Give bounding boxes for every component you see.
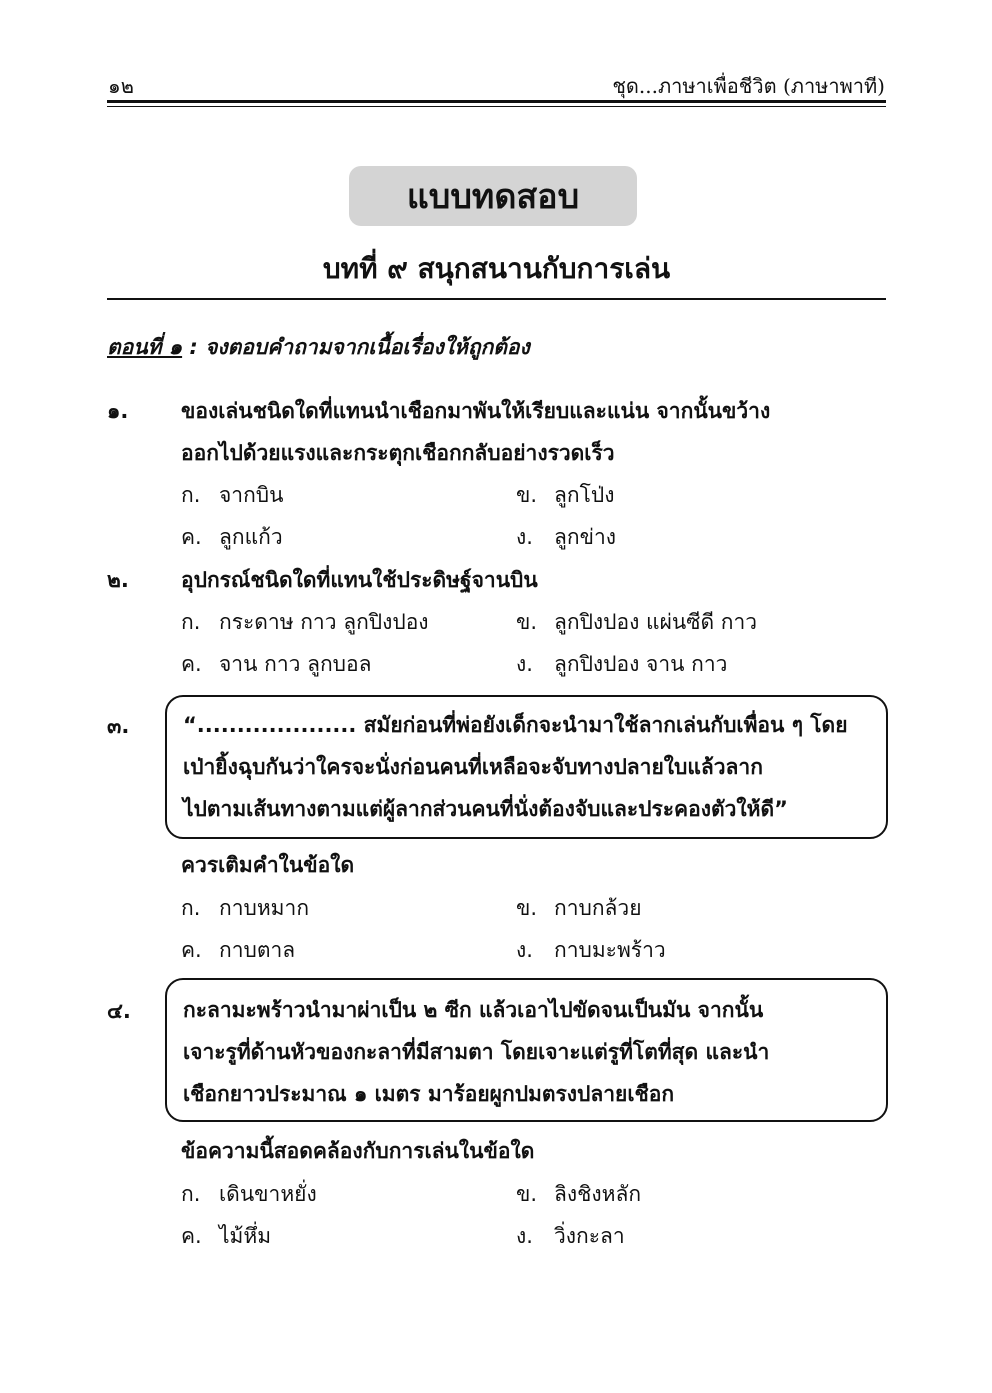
option-label: ข. [516,896,538,920]
option-text: กาบตาล [219,938,296,962]
question-1-option-d[interactable] [516,521,616,554]
option-label: ง. [516,525,533,549]
option-label: ค. [181,938,202,962]
question-1-number: ๑. [107,399,129,423]
question-3-quote-box [165,695,888,839]
question-1-option-a[interactable] [181,479,284,512]
question-4-quote-box [165,978,888,1122]
question-1-option-c[interactable] [181,521,283,554]
question-4-option-c[interactable] [181,1220,271,1253]
quote-line-3: เชือกยาวประมาณ ๑ เมตร มาร้อยผูกปมตรงปลายเชือก [183,1082,675,1106]
quote-line-2: เป่ายิ้งฉุบกันว่าใครจะนั่งก่อนคนที่เหลือจะจับทางปลายใบแล้วลาก [183,755,763,779]
question-4-prompt: ข้อความนี้สอดคล้องกับการเล่นในข้อใด [181,1139,535,1163]
question-2-line-1: อุปกรณ์ชนิดใดที่แทนใช้ประดิษฐ์จานบิน [181,568,538,592]
option-text: จาน กาว ลูกบอล [219,652,372,676]
question-3-option-d[interactable] [516,934,666,967]
option-text: ลูกโป่ง [554,483,615,507]
header-rule-thin [107,106,886,107]
question-4-option-d[interactable] [516,1220,625,1253]
option-text: ลูกแก้ว [219,525,283,549]
option-label: ข. [516,610,538,634]
option-label: ง. [516,652,533,676]
option-label: ก. [181,896,201,920]
option-text: วิ่งกะลา [554,1224,625,1248]
quote-line-1: กะลามะพร้าวนำมาผ่าเป็น ๒ ซีก แล้วเอาไปขัดจนเป็นมัน จากนั้น [183,998,764,1022]
option-text: เดินขาหยั่ง [219,1182,317,1206]
option-label: ค. [181,1224,202,1248]
question-1-option-b[interactable] [516,479,614,512]
header-rule-thick [107,100,886,103]
question-3-number: ๓. [107,714,130,738]
question-3-prompt: ควรเติมคำในข้อใด [181,853,355,877]
question-2-option-d[interactable] [516,648,727,681]
question-3-option-c[interactable] [181,934,295,967]
option-text: กาบมะพร้าว [554,938,666,962]
option-label: ก. [181,1182,201,1206]
lesson-title: บทที่ ๙ สนุกสนานกับการเล่น [322,252,671,285]
question-2-option-c[interactable] [181,648,372,681]
quote-line-1: “.................... สมัยก่อนที่พ่อยังเด็กจะนำมาใช้ลากเล่นกับเพื่อน ๆ โดย [183,713,848,737]
question-4-option-b[interactable] [516,1178,641,1211]
series-title: ชุด...ภาษาเพื่อชีวิต (ภาษาพาที) [612,74,885,98]
question-2-option-a[interactable] [181,606,429,639]
option-label: ข. [516,483,538,507]
option-label: ค. [181,525,202,549]
quote-line-2: เจาะรูที่ด้านหัวของกะลาที่มีสามตา โดยเจาะแต่รูที่โตที่สุด และนำ [183,1040,770,1064]
section-label: ตอนที่ ๑ [107,335,183,359]
option-label: ก. [181,483,201,507]
question-1-line-1: ของเล่นชนิดใดที่แทนนำเชือกมาพันให้เรียบและแน่น จากนั้นขว้าง [181,399,771,423]
title-badge: แบบทดสอบ [349,166,637,226]
section-heading [107,331,530,364]
option-text: ลูกปิงปอง แผ่นซีดี กาว [554,610,758,634]
question-2-option-b[interactable] [516,606,757,639]
quote-line-3: ไปตามเส้นทางตามแต่ผู้ลากส่วนคนที่นั่งต้องจับและประคองตัวให้ดี” [183,797,788,821]
option-text: กระดาษ กาว ลูกปิงปอง [219,610,429,634]
option-text: ลิงชิงหลัก [554,1182,642,1206]
option-text: ไม้หึ่ม [219,1224,272,1248]
title-rule [107,298,886,300]
question-4-option-a[interactable] [181,1178,317,1211]
option-text: จากบิน [219,483,284,507]
option-text: กาบกล้วย [554,896,642,920]
question-3-option-b[interactable] [516,892,642,925]
option-text: ลูกปิงปอง จาน กาว [554,652,728,676]
question-1-line-2: ออกไปด้วยแรงและกระตุกเชือกกลับอย่างรวดเร็ว [181,441,615,465]
option-label: ง. [516,1224,533,1248]
option-label: ง. [516,938,533,962]
section-instruction: : จงตอบคำถามจากเนื้อเรื่องให้ถูกต้อง [182,335,530,359]
question-3-option-a[interactable] [181,892,309,925]
option-text: ลูกข่าง [554,525,616,549]
option-label: ค. [181,652,202,676]
question-2-number: ๒. [107,568,129,592]
option-label: ข. [516,1182,538,1206]
page-number: ๑๒ [108,74,134,98]
question-4-number: ๔. [107,999,131,1023]
option-text: กาบหมาก [219,896,310,920]
option-label: ก. [181,610,201,634]
